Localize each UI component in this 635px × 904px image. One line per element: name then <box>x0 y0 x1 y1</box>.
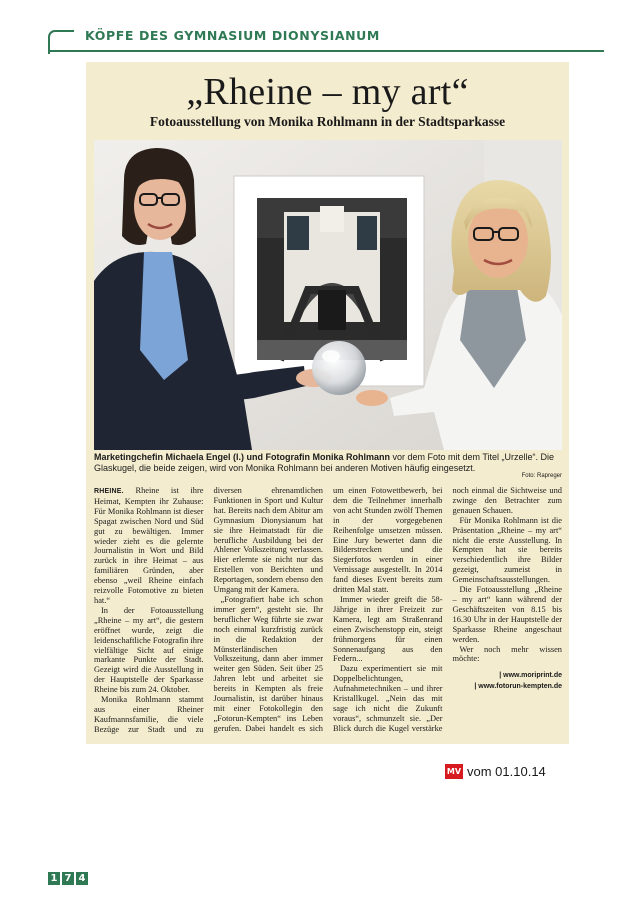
photo-caption <box>94 452 562 482</box>
article-subtitle: Fotoausstellung von Monika Rohlmann in der Stadtsparkasse <box>149 114 506 129</box>
paragraph: Die Fotoausstellung „Rheine – my art“ kann während der Geschäftszeiten von 8.15 bis 16.30 Uhr in der Hauptstelle der Sparkasse Rheine angeschaut werden. <box>452 585 562 644</box>
photo-credit: Foto: Rapreger <box>521 473 562 479</box>
paragraph: In der Fotoausstellung „Rheine – my art“, die gestern eröffnet wurde, zeigt die leidenschaftliche Fotografin ihre vielfältige Sicht auf einige markante Punkte der Stadt. Gezeigt wird die Ausstellung in der Hauptstelle der Sparkasse Rheine bis zum 24. Oktober. <box>94 605 204 695</box>
paragraph: Für Monika Rohlmann ist die Präsentation „Rheine – my art“ nicht die erste Ausstellung. In Kempten hat sie bereits verschiedentlich ihre Bilder gezeigt, zumeist in Gemeinschaftsausstellungen. <box>452 515 562 585</box>
source-note <box>445 763 546 779</box>
paragraph: Dazu experimentiert sie mit Doppelbelichtungen, Aufnahmetechniken – und ihrer Kristallkugel. „Nein das mit sage ich nicht die Zukunft voraus“, schmunzelt sie. „Der Blick durch die Kugel verstärke noch einmal die Sichtweise und zwinge den Betrachter zum genauen Schauen. <box>333 486 562 733</box>
web-links <box>453 670 563 692</box>
page-number <box>48 872 88 885</box>
article-headline: „Rheine – my art“ <box>186 71 469 113</box>
header-rule <box>48 50 604 52</box>
article-body <box>94 486 562 736</box>
article-photo <box>94 140 562 450</box>
section-title: KÖPFE DES GYMNASIUM DIONYSIANUM <box>85 28 380 43</box>
page-digit: 7 <box>62 872 74 885</box>
photo-illustration <box>94 140 562 450</box>
caption-text: vor dem Foto mit dem Titel „Urzelle“. Die Glaskugel, die beide zeigen, wird von Monika Rohlmann bei anderen Motiven häufig eingesetzt. <box>94 452 555 473</box>
source-date: vom 01.10.14 <box>467 763 546 779</box>
dateline: RHEINE. <box>94 488 124 495</box>
newspaper-clipping <box>86 62 569 744</box>
link-fotorun[interactable]: | www.fotorun-kempten.de <box>474 683 562 691</box>
section-header <box>48 24 604 52</box>
caption-bold: Marketingchefin Michaela Engel (l.) und Fotografin Monika Rohlmann <box>94 452 391 462</box>
mv-logo: MV <box>445 764 463 779</box>
paragraph: Wer noch mehr wissen möchte: <box>452 644 562 664</box>
paragraph: Monika Rohlmann stammt aus einer Rheiner Kaufmannsfamilie, die viele Bezüge zur Stadt und zu diversen ehrenamtlichen Funktionen in Sport und Kultur hat. Bereits nach dem Abitur am Gymnasium Dionysianum hat sie ihre Heimatstadt für die berufliche Ausbildung bei der Ahlener Volkszeitung verlassen. Hier erlernte sie nicht nur das Erstellen von Berichten und Reportagen, sondern ebenso den Umgang mit der Kamera. <box>94 486 323 734</box>
paragraph: RHEINE. Rheine ist ihre Heimat, Kempten ihr Zuhause: Für Monika Rohlmann ist dieser Spagat zwischen Nord und Süd gut zu bewältigen. Immer wieder zieht es die gelernte Journalistin in Wort und Bild zurück in ihre Heimat – aus familiären Gründen, aber ebenso „weil Rheine einfach reizvolle Fotomotive zu bieten hat.“ <box>94 486 204 605</box>
paragraph: Immer wieder greift die 58-Jährige in ihrer Freizeit zur Kamera, legt am Straßenrand einen Zwischenstopp ein, steigt frühmorgens für einen Sonnenaufgang aus den Federn... <box>333 594 443 664</box>
page-digit: 4 <box>76 872 88 885</box>
page-digit: 1 <box>48 872 60 885</box>
link-moriprint[interactable]: | www.moriprint.de <box>499 672 562 680</box>
paragraph: „Fotografiert habe ich schon immer gern“, gesteht sie. Ihr beruflicher Weg führte sie zwar noch einmal kurzfristig zurück in die Redaktion der Münsterländischen Volkszeitung, dann aber immer weiter gen Süden. Seit über 25 Jahren lebt und arbeitet sie bereits in Kempten als freie Journalistin, ist darüber hinaus mit einer Fotokollegin den „Fotorun-Kempten“ ins Leben gerufen. Dabei handelt es sich um einen Fotowettbewerb, bei dem die Teilnehmer innerhalb von acht Stunden zwölf Themen in der vorgegebenen Reihenfolge umsetzen müssen. Eine Jury bewertet dann die Bilderstrecken und die Siegerfotos werden in einer Vernissage ausgestellt. In 2014 fand dieses Event bereits zum dritten Mal statt. <box>213 486 443 733</box>
